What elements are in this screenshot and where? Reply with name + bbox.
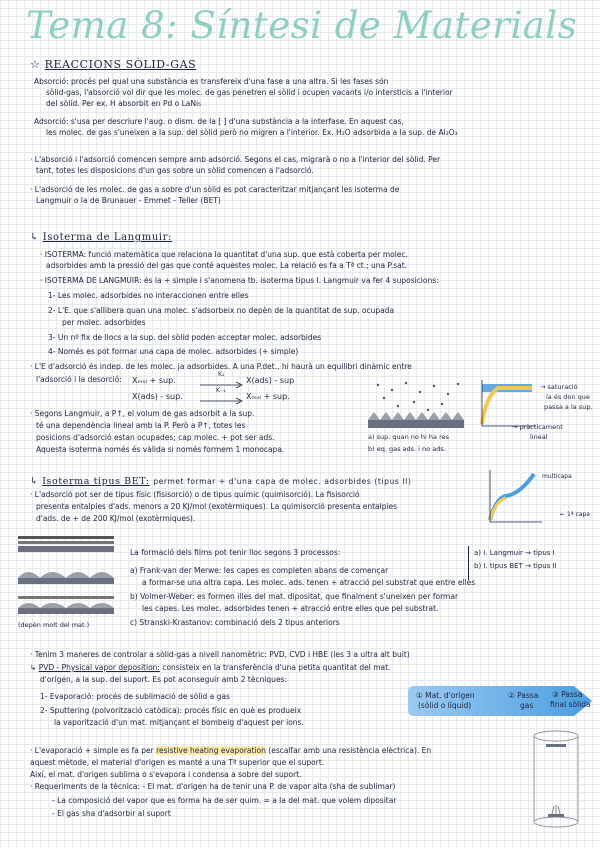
- step-2b: gas: [520, 701, 534, 710]
- step-3: ③ Passa: [552, 690, 583, 699]
- arrow-icon: ↳: [30, 663, 37, 672]
- films-line-5: les capes. Les molec. adsorbides tenen + atracció entre elles que pel substrat.: [142, 604, 439, 613]
- section-heading-reaccions: [30, 58, 196, 71]
- pvd-line-1: · Tenim 3 maneres de controlar a sòlid-gas a nivell nanomètric: PVD, CVD i HBE (les 3 a ultra alt buit): [30, 650, 410, 659]
- step-2: ② Passa: [508, 691, 539, 700]
- step-1b: (sòlid o líquid): [418, 701, 472, 710]
- films-line-3: a formar-se una altra capa. Les molec. ads. tenen + atracció pel substrat que entre elles: [142, 578, 476, 587]
- pvd-rest: consisteix en la transferència d'una petita quantitat del mat.: [162, 663, 391, 672]
- note-saturacio-2: la és don que: [546, 393, 590, 401]
- films-line-4: b) Volmer-Weber: es formen illes del mat. dipositat, que finalment s'uneixen per formar: [130, 592, 459, 601]
- note-lineal-2: lineal: [530, 433, 548, 441]
- langmuir-line-4: 1- Les molec. adsorbides no interaccionen entre elles: [48, 291, 249, 300]
- langmuir-line-6: per molec. adsorbides: [62, 318, 146, 327]
- note-saturacio-3: passa a la sup.: [544, 403, 593, 411]
- eq2-left: X(ads) - sup.: [132, 392, 183, 401]
- evap-highlight: resistive heating evaporation: [156, 746, 266, 755]
- segons-line-3: posicions d'adsorció estan ocupades; cap molec. + pot ser ads.: [36, 433, 275, 442]
- para2-line-1: · L'adsorció de les molec. de gas a sobre d'un sòlid es pot caracteritzar mitjançant les isoterma de: [30, 185, 400, 194]
- side-divider: [468, 546, 469, 580]
- eq2-arrow-icon: [200, 398, 244, 404]
- pvd-title: PVD - Physical vapor deposition:: [38, 663, 160, 672]
- adsorcio-line-1: Adsorció: s'usa per descriure l'aug. o dism. de la [ ] d'una substància a la interfase. En aquest cas,: [34, 117, 404, 126]
- star-icon: ☆: [30, 58, 41, 71]
- bet-line-2: presenta entalpies d'ads. menors a 20 KJ/mol (exotèrmiques). La quimisorció presenta entalpies: [36, 502, 398, 511]
- heading-text: Isoterma tipus BET:: [42, 476, 150, 487]
- pvd-line-2: d'origen, a la sup. del suport. Es pot aconseguir amb 2 tècniques:: [40, 675, 287, 684]
- step-1: ① Mat. d'origen: [416, 691, 475, 700]
- langmuir-line-2: adsorbides amb la pressió del gas que conté aquestes molec. La relació es fa a Tª ct.; una P.sat.: [46, 261, 408, 270]
- evap-line-5: - La composició del vapor que es forma ha de ser quim. = a la del mat. que volem dipositar: [52, 796, 397, 805]
- pvd-line-5: la vaporització d'un mat. mitjançant el bombeig d'aquest per ions.: [54, 718, 304, 727]
- page-title: Tema 8: Síntesi de Materials: [26, 4, 578, 47]
- heading-text: REACCIONS SÒLID-GAS: [44, 58, 197, 71]
- section-heading-langmuir: [30, 232, 172, 243]
- langmuir-line-9: · L'E d'adsorció és indep. de les molec. ja adsorbides. A una P.det., hi haurà un equilibri dinàmic entre: [30, 362, 412, 371]
- films-line-1: La formació dels films pot tenir lloc segons 3 processos:: [130, 548, 341, 557]
- film-growth-sketch: [18, 532, 118, 624]
- absorcio-line-1: Absorció: procés pel qual una substància es transfereix d'una fase a una altra. Si les fases són: [34, 77, 389, 86]
- segons-line-2: té una dependència lineal amb la P. Però a P↑, totes les: [36, 421, 246, 430]
- film-caption: (depèn molt del mat.): [18, 621, 90, 629]
- bet-isotherm-graph: [484, 470, 544, 526]
- evap-l1b: (escalfar amb una resistència elèctrica). En: [268, 746, 432, 755]
- segons-line-1: · Segons Langmuir, a P↑, el volum de gas adsorbit a la sup.: [30, 409, 255, 418]
- films-line-2: a) Frank-van der Merwe: les capes es completen abans de començar: [130, 566, 389, 575]
- pvd-line-3: 1- Evaporació: procés de sublimació de sòlid a gas: [40, 692, 230, 701]
- segons-line-4: Aquesta isoterma només és vàlida si només formem 1 monocapa.: [36, 445, 285, 454]
- evap-line-4: · Requeriments de la tècnica: - El mat. d'origen ha de tenir una P. de vapor alta (sha de sublimar): [30, 782, 396, 791]
- evap-line-3: Així, el mat. d'origen sublima o s'evapora i condensa a sobre del suport.: [30, 770, 302, 779]
- absorcio-line-3: del sòlid. Per ex. H absorbit en Pd o LaNi₅: [46, 99, 202, 108]
- evap-l1a: · L'evaporació + simple es fa per: [30, 746, 154, 755]
- evap-line-2: aquest mètode, el material d'origen es manté a una Tª superior que el suport.: [30, 758, 325, 767]
- langmuir-line-10: l'adsorció i la desorció:: [36, 375, 122, 384]
- evap-line-6: - El gas sha d'adsorbir al suport: [52, 809, 171, 818]
- para1-line-1: · L'absorció i l'adsorció comencen sempre amb adsorció. Segons el cas, migrarà o no a l'interior del sòlid. Per: [30, 155, 441, 164]
- eq1-k: K₁: [218, 371, 225, 378]
- side-note-1: a) I. Langmuir → tipus I: [474, 549, 555, 557]
- side-note-2: b) I. tipus BET → tipus II: [474, 562, 557, 570]
- section-heading-bet: [30, 476, 411, 487]
- langmuir-line-3: · ISOTERMA DE LANGMUIR: és la + simple i s'anomena tb. isoterma tipus I. Langmuir va fer 4 suposicions:: [40, 276, 439, 285]
- step-3b: final sòlida: [550, 700, 591, 709]
- films-line-6: c) Stranski-Krastanov: combinació dels 2 tipus anteriors: [130, 618, 340, 627]
- adsorption-sketch: [368, 380, 468, 430]
- bet-line-3: d'ads. de + de 200 KJ/mol (exotèrmiques).: [36, 514, 196, 523]
- eq1-right: X(ads) - sup: [246, 376, 295, 385]
- langmuir-line-8: 4- Només es pot formar una capa de molec. adsorbides (+ simple): [48, 347, 299, 356]
- note-saturacio: → saturació: [540, 383, 578, 391]
- absorcio-line-2: sòlid-gas, l'absorció vol dir que les molec. de gas penetren el sòlid i ocupen vacants i/o intersticis a l'interior: [46, 88, 453, 97]
- evaporation-chamber-sketch: [524, 726, 588, 830]
- eq2-right: Xₘₒₗ + sup.: [246, 392, 290, 401]
- langmuir-line-5: 2- L'E. que s'allibera quan una molec. s'adsorbeix no depèn de la quantitat de sup. ocupada: [48, 306, 395, 315]
- adsorcio-line-2: les molec. de gas s'uneixen a la sup. del sòlid però no migren a l'interior. Ex. H₂O adsorbida a la sup. de Al₂O₃: [46, 128, 458, 137]
- para2-line-2: Langmuir o la de Brunauer - Emmet - Teller (BET): [36, 196, 221, 205]
- label-capa: ← 1ª capa: [560, 511, 590, 518]
- bet-headline: permet formar + d'una capa de molec. adsorbides (tipus II): [153, 477, 412, 486]
- fig-caption-b: b) eq. gas ads. i no ads.: [368, 445, 446, 453]
- note-lineal: → pràcticament: [512, 423, 563, 431]
- evap-line-1: [30, 746, 431, 756]
- arrow-icon: ↳: [30, 476, 39, 487]
- langmuir-line-1: · ISOTERMA: funció matemàtica que relaciona la quantitat d'una sup. que està coberta per molec.: [40, 250, 408, 259]
- para1-line-2: tant, totes les disposicions d'un gas sobre un sòlid comencen a l'adsorció.: [36, 166, 314, 175]
- pvd-heading-line: [30, 663, 390, 673]
- pvd-line-4: 2- Sputtering (polvorització catòdica): procés físic en què es produeix: [40, 706, 302, 715]
- arrow-icon: ↳: [30, 232, 39, 243]
- eq2-k: K₋₁: [216, 387, 226, 394]
- label-multicapa: multicapa: [542, 473, 572, 480]
- heading-text: Isoterma de Langmuir:: [42, 232, 173, 243]
- eq1-left: Xₘₒₗ + sup.: [132, 376, 176, 385]
- bet-line-1: · L'adsorció pot ser de tipus físic (fisisorció) o de tipus químic (quimisorció). La fisisorció: [30, 490, 360, 499]
- langmuir-line-7: 3- Un nº fix de llocs a la sup. del sòlid poden acceptar molec. adsorbides: [48, 333, 322, 342]
- fig-caption-a: a) sup. quan no hi ha res: [368, 433, 450, 441]
